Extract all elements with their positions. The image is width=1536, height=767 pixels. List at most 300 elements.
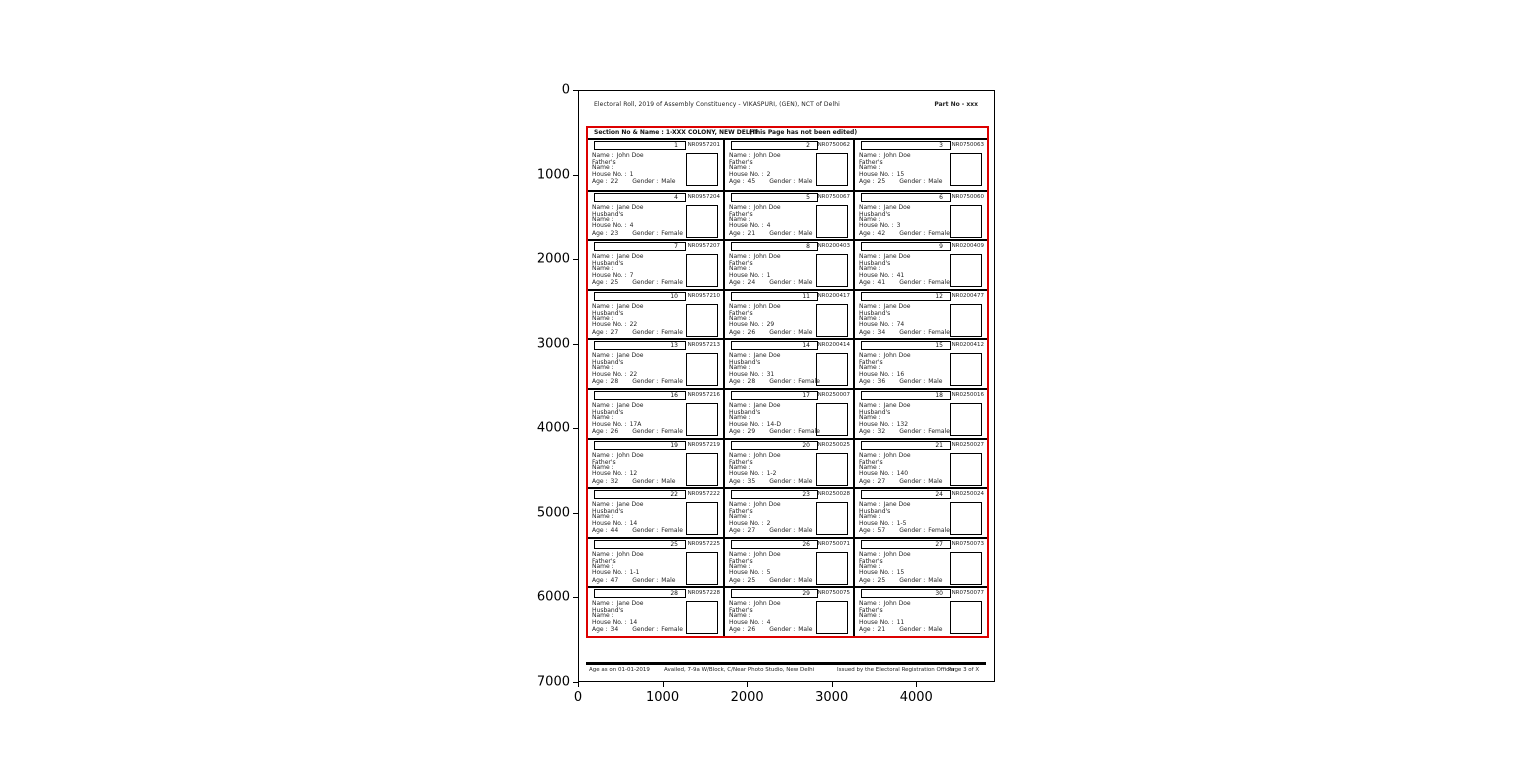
age-gender-line <box>729 330 812 336</box>
gender-value: Male <box>661 178 676 185</box>
y-tick-label: 4000 <box>536 420 570 436</box>
gender-label: Gender : <box>769 328 796 336</box>
house-label: House No. : <box>859 569 894 577</box>
footer-age-note: Age as on 01-01-2019 <box>589 667 650 673</box>
relation-type: Father's <box>729 260 753 268</box>
house-value: 140 <box>896 470 909 478</box>
relation-name-label: Name : <box>729 164 751 171</box>
house-value: 2 <box>766 519 771 527</box>
age-value: 34 <box>877 328 886 336</box>
age-label: Age : <box>729 527 745 535</box>
relation-name-label: Name : <box>592 414 614 421</box>
gender-value: Female <box>661 328 683 336</box>
age-gender-line <box>729 528 812 534</box>
age-label: Age : <box>592 378 608 386</box>
house-line <box>592 521 637 527</box>
gender-value: Female <box>661 229 683 237</box>
age-value: 42 <box>877 229 886 237</box>
house-label: House No. : <box>729 370 764 378</box>
gender-value: Female <box>928 328 950 336</box>
gender-value: Male <box>661 576 676 584</box>
y-tick-label: 7000 <box>536 674 570 690</box>
gender-label: Gender : <box>899 378 926 386</box>
voter-photo-box <box>816 403 848 436</box>
epic-number: NR0957207 <box>687 243 720 250</box>
name-value: John Doe <box>753 600 781 608</box>
serial-number-box: 22 <box>594 490 686 499</box>
document-page <box>578 90 995 682</box>
age-gender-line <box>592 528 683 534</box>
age-gender-line <box>859 231 950 237</box>
relation-type: Husband's <box>859 409 891 416</box>
gender-label: Gender : <box>899 576 926 584</box>
name-value: John Doe <box>616 550 644 558</box>
name-label: Name : <box>592 501 614 509</box>
voter-photo-box <box>816 353 848 386</box>
serial-number-box: 12 <box>861 292 951 301</box>
serial-number-box: 15 <box>861 341 951 350</box>
gender-value: Female <box>928 527 950 535</box>
name-label: Name : <box>592 402 614 409</box>
serial-number-box: 5 <box>731 193 818 202</box>
relation-name-label: Name : <box>729 314 751 322</box>
gender-value: Male <box>798 527 813 535</box>
serial-number-box: 18 <box>861 391 951 400</box>
y-tick-label: 1000 <box>536 167 570 183</box>
relation-type: Father's <box>859 557 883 565</box>
footer-issuer: Issued by the Electoral Registration Officer <box>837 667 955 673</box>
house-value: 11 <box>896 618 905 626</box>
gender-label: Gender : <box>899 428 926 435</box>
name-value: Jane Doe <box>883 402 911 409</box>
serial-number-box: 7 <box>594 242 686 251</box>
voter-card <box>588 338 723 388</box>
epic-number: NR0957225 <box>687 540 720 547</box>
name-label: Name : <box>859 152 881 159</box>
age-gender-line <box>729 179 812 185</box>
serial-number-box: 23 <box>731 490 818 499</box>
house-value: 1-5 <box>896 519 907 527</box>
footer-divider <box>586 662 986 665</box>
house-value: 15 <box>896 170 905 178</box>
gender-value: Female <box>798 378 820 386</box>
name-label: Name : <box>592 352 614 360</box>
house-line <box>592 620 637 626</box>
voter-photo-box <box>686 552 718 585</box>
age-value: 28 <box>610 378 619 386</box>
epic-number: NR0750060 <box>951 193 984 200</box>
house-value: 14 <box>629 618 638 626</box>
age-value: 32 <box>877 428 886 435</box>
house-line <box>729 223 770 229</box>
epic-number: NR0200414 <box>817 342 850 349</box>
serial-number-box: 30 <box>861 589 951 598</box>
gender-value: Female <box>928 428 950 435</box>
age-value: 26 <box>610 428 619 435</box>
house-value: 74 <box>896 321 905 329</box>
gender-value: Male <box>798 229 813 237</box>
y-tick-label: 6000 <box>536 589 570 605</box>
name-value: Jane Doe <box>753 352 781 360</box>
voter-card <box>588 140 723 190</box>
gender-value: Female <box>661 626 683 634</box>
age-label: Age : <box>729 477 745 485</box>
relation-type: Father's <box>729 557 753 565</box>
relation-type: Father's <box>729 458 753 466</box>
gender-label: Gender : <box>632 428 659 435</box>
serial-number-box: 9 <box>861 242 951 251</box>
house-line <box>859 620 904 626</box>
house-value: 14-D <box>766 420 782 428</box>
house-label: House No. : <box>592 420 627 428</box>
house-value: 16 <box>896 370 905 378</box>
voter-photo-box <box>950 502 982 535</box>
house-value: 12 <box>629 470 638 478</box>
voter-card <box>725 289 853 339</box>
age-label: Age : <box>859 328 875 336</box>
voter-photo-box <box>950 304 982 337</box>
house-label: House No. : <box>859 170 894 178</box>
name-value: John Doe <box>753 203 781 211</box>
name-label: Name : <box>729 352 751 360</box>
relation-type: Father's <box>592 557 616 565</box>
relation-name-label: Name : <box>729 513 751 521</box>
age-gender-line <box>859 280 950 286</box>
relation-name-label: Name : <box>859 265 881 273</box>
age-gender-line <box>592 479 675 485</box>
epic-number: NR0250007 <box>817 392 850 398</box>
name-value: Jane Doe <box>753 402 781 409</box>
house-line <box>729 422 781 428</box>
age-label: Age : <box>592 626 608 634</box>
epic-number: NR0250027 <box>951 441 984 448</box>
serial-number-box: 17 <box>731 391 818 400</box>
name-label: Name : <box>729 600 751 608</box>
name-label: Name : <box>859 302 881 310</box>
relation-type: Husband's <box>729 409 761 416</box>
age-value: 21 <box>877 626 886 634</box>
page-edit-note: (This Page has not been edited) <box>749 129 858 136</box>
relation-type: Father's <box>859 159 883 166</box>
voter-card <box>725 537 853 587</box>
serial-number-box: 1 <box>594 141 686 150</box>
relation-type: Father's <box>729 309 753 317</box>
age-label: Age : <box>729 178 745 185</box>
house-line <box>859 273 904 279</box>
gender-value: Male <box>661 477 676 485</box>
voter-photo-box <box>950 453 982 486</box>
voter-card <box>725 586 853 636</box>
age-gender-line <box>592 179 675 185</box>
voter-photo-box <box>816 254 848 287</box>
age-label: Age : <box>592 229 608 237</box>
voter-photo-box <box>950 353 982 386</box>
serial-number-box: 3 <box>861 141 951 150</box>
name-label: Name : <box>859 550 881 558</box>
name-label: Name : <box>859 402 881 409</box>
x-tick-label: 3000 <box>815 690 849 705</box>
house-value: 4 <box>629 222 634 230</box>
gender-label: Gender : <box>769 428 796 435</box>
name-label: Name : <box>729 253 751 261</box>
house-label: House No. : <box>859 470 894 478</box>
gender-label: Gender : <box>899 178 926 185</box>
house-value: 132 <box>896 420 909 428</box>
relation-name-label: Name : <box>729 215 751 223</box>
age-value: 36 <box>877 378 886 386</box>
age-label: Age : <box>859 229 875 237</box>
relation-name-label: Name : <box>859 513 881 521</box>
voter-photo-box <box>950 403 982 436</box>
gender-label: Gender : <box>899 279 926 287</box>
x-tick-label: 0 <box>573 690 583 705</box>
house-label: House No. : <box>729 222 764 230</box>
gender-label: Gender : <box>899 626 926 634</box>
voter-card <box>588 239 723 289</box>
voter-card <box>855 239 987 289</box>
voter-card <box>855 190 987 240</box>
voter-photo-box <box>816 502 848 535</box>
name-label: Name : <box>592 600 614 608</box>
house-value: 5 <box>766 569 771 577</box>
relation-type: Father's <box>592 458 616 466</box>
name-value: John Doe <box>883 451 911 459</box>
house-value: 41 <box>896 271 905 279</box>
age-value: 25 <box>877 178 886 185</box>
relation-type: Father's <box>729 508 753 516</box>
house-line <box>592 570 639 576</box>
gender-label: Gender : <box>632 178 659 185</box>
serial-number-box: 27 <box>861 540 951 549</box>
age-label: Age : <box>859 178 875 185</box>
age-value: 25 <box>610 279 619 287</box>
relation-name-label: Name : <box>859 612 881 620</box>
footer-page-number: Page 3 of X <box>948 667 980 673</box>
serial-number-box: 28 <box>594 589 686 598</box>
age-label: Age : <box>592 178 608 185</box>
voter-photo-box <box>816 304 848 337</box>
part-number: Part No - xxx <box>934 101 978 108</box>
epic-number: NR0200403 <box>817 243 850 250</box>
gender-value: Female <box>661 279 683 287</box>
age-label: Age : <box>859 576 875 584</box>
house-value: 15 <box>896 569 905 577</box>
serial-number-box: 19 <box>594 441 686 450</box>
name-value: John Doe <box>883 600 911 608</box>
house-value: 7 <box>629 271 634 279</box>
x-tick-mark <box>663 682 664 687</box>
name-value: Jane Doe <box>616 600 644 608</box>
house-line <box>592 422 641 428</box>
house-label: House No. : <box>729 470 764 478</box>
name-label: Name : <box>859 203 881 211</box>
gender-value: Female <box>928 279 950 287</box>
name-value: Jane Doe <box>616 352 644 360</box>
house-value: 4 <box>766 222 771 230</box>
gender-label: Gender : <box>632 328 659 336</box>
age-gender-line <box>729 578 812 584</box>
name-label: Name : <box>592 253 614 261</box>
age-label: Age : <box>729 229 745 237</box>
house-line <box>592 471 637 477</box>
section-name: Section No & Name : 1-XXX COLONY, NEW DELHI <box>594 129 757 136</box>
serial-number-box: 8 <box>731 242 818 251</box>
age-gender-line <box>592 578 675 584</box>
epic-number: NR0750062 <box>817 142 850 148</box>
house-value: 22 <box>629 321 638 329</box>
epic-number: NR0957201 <box>687 142 720 148</box>
red-annotation-box <box>586 126 989 638</box>
voter-photo-box <box>686 205 718 238</box>
relation-type: Husband's <box>592 309 624 317</box>
voter-card <box>855 388 987 438</box>
name-value: Jane Doe <box>616 203 644 211</box>
age-value: 27 <box>610 328 619 336</box>
relation-name-label: Name : <box>859 164 881 171</box>
house-label: House No. : <box>859 321 894 329</box>
voter-card <box>855 338 987 388</box>
age-label: Age : <box>859 527 875 535</box>
gender-label: Gender : <box>632 229 659 237</box>
age-label: Age : <box>729 279 745 287</box>
relation-name-label: Name : <box>592 314 614 322</box>
name-value: John Doe <box>616 152 644 159</box>
voter-card <box>588 190 723 240</box>
gender-value: Female <box>661 378 683 386</box>
gender-label: Gender : <box>769 178 796 185</box>
age-label: Age : <box>592 527 608 535</box>
serial-number-box: 14 <box>731 341 818 350</box>
house-line <box>592 172 633 178</box>
relation-name-label: Name : <box>729 364 751 372</box>
epic-number: NR0200477 <box>951 292 984 299</box>
house-value: 17A <box>629 420 642 428</box>
gender-value: Female <box>661 527 683 535</box>
gender-label: Gender : <box>632 279 659 287</box>
relation-type: Father's <box>729 159 753 166</box>
name-value: John Doe <box>753 550 781 558</box>
voter-card <box>725 338 853 388</box>
house-line <box>859 521 906 527</box>
name-label: Name : <box>859 352 881 360</box>
gender-label: Gender : <box>769 279 796 287</box>
age-value: 57 <box>877 527 886 535</box>
house-label: House No. : <box>729 519 764 527</box>
age-label: Age : <box>592 328 608 336</box>
house-line <box>729 322 774 328</box>
voter-card <box>725 388 853 438</box>
voter-card <box>725 438 853 488</box>
age-gender-line <box>729 379 820 385</box>
age-gender-line <box>592 627 683 633</box>
house-label: House No. : <box>592 569 627 577</box>
epic-number: NR0957204 <box>687 193 720 200</box>
age-value: 22 <box>610 178 619 185</box>
house-line <box>859 471 908 477</box>
name-label: Name : <box>859 501 881 509</box>
voter-photo-box <box>686 304 718 337</box>
name-value: John Doe <box>753 152 781 159</box>
house-label: House No. : <box>859 271 894 279</box>
voter-photo-box <box>686 453 718 486</box>
age-gender-line <box>592 280 683 286</box>
document-title: Electoral Roll, 2019 of Assembly Constituency - VIKASPURI, (GEN), NCT of Delhi <box>594 101 840 108</box>
age-label: Age : <box>859 279 875 287</box>
voter-card <box>588 586 723 636</box>
epic-number: NR0250024 <box>951 491 984 498</box>
epic-number: NR0750073 <box>951 540 984 547</box>
name-label: Name : <box>859 451 881 459</box>
section-header-bar <box>588 128 987 140</box>
voter-photo-box <box>816 601 848 634</box>
serial-number-box: 16 <box>594 391 686 400</box>
house-line <box>729 372 774 378</box>
relation-type: Husband's <box>592 409 624 416</box>
gender-value: Male <box>928 378 943 386</box>
serial-number-box: 2 <box>731 141 818 150</box>
name-label: Name : <box>729 402 751 409</box>
age-label: Age : <box>729 428 745 435</box>
relation-name-label: Name : <box>859 562 881 570</box>
relation-name-label: Name : <box>859 414 881 421</box>
footer-address: Availed, 7-9a W/Block, C/Near Photo Studio, New Delhi <box>664 667 815 673</box>
voter-card <box>588 537 723 587</box>
age-value: 28 <box>747 378 756 386</box>
house-line <box>729 521 770 527</box>
house-line <box>592 273 633 279</box>
voter-photo-box <box>686 353 718 386</box>
relation-name-label: Name : <box>592 562 614 570</box>
age-gender-line <box>729 280 812 286</box>
house-value: 1-2 <box>766 470 777 478</box>
house-line <box>592 372 637 378</box>
age-gender-line <box>592 330 683 336</box>
age-gender-line <box>859 330 950 336</box>
gender-value: Male <box>798 477 813 485</box>
house-label: House No. : <box>592 170 627 178</box>
y-tick-label: 0 <box>561 82 570 98</box>
name-value: Jane Doe <box>883 203 911 211</box>
age-label: Age : <box>729 576 745 584</box>
age-gender-line <box>859 429 950 435</box>
house-value: 14 <box>629 519 638 527</box>
house-line <box>859 322 904 328</box>
house-line <box>729 172 770 178</box>
serial-number-box: 6 <box>861 193 951 202</box>
age-label: Age : <box>592 428 608 435</box>
house-value: 22 <box>629 370 638 378</box>
gender-value: Male <box>798 576 813 584</box>
house-label: House No. : <box>859 420 894 428</box>
voter-photo-box <box>816 205 848 238</box>
house-label: House No. : <box>729 420 764 428</box>
age-value: 25 <box>877 576 886 584</box>
relation-type: Father's <box>729 210 753 218</box>
house-value: 29 <box>766 321 775 329</box>
epic-number: NR0750063 <box>951 142 984 148</box>
house-value: 1-1 <box>629 569 640 577</box>
relation-type: Husband's <box>859 210 891 218</box>
voter-card <box>725 487 853 537</box>
house-line <box>859 372 904 378</box>
epic-number: NR0750075 <box>817 590 850 597</box>
epic-number: NR0957222 <box>687 491 720 498</box>
house-label: House No. : <box>859 222 894 230</box>
voter-card <box>855 586 987 636</box>
voter-photo-box <box>950 254 982 287</box>
age-gender-line <box>859 578 942 584</box>
age-value: 24 <box>747 279 756 287</box>
